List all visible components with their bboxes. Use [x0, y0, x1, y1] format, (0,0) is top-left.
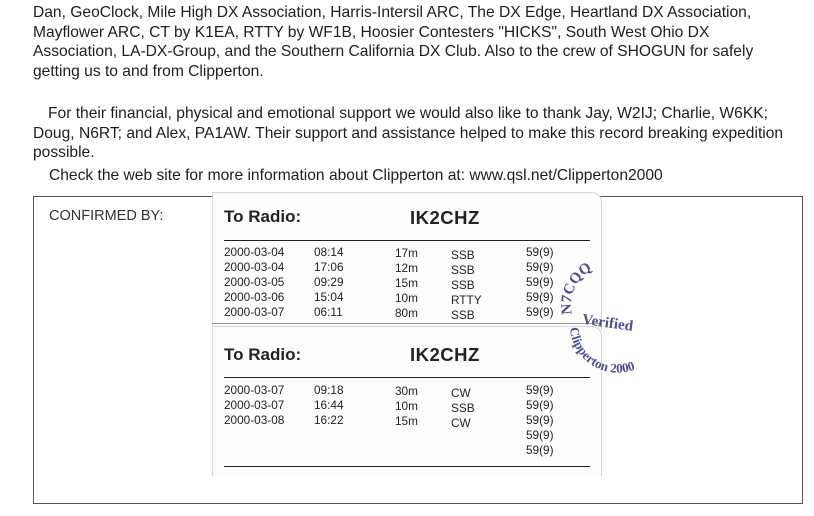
- qso-mode: SSB: [451, 308, 475, 322]
- qso-mode: CW: [451, 416, 471, 430]
- qso-time: 15:04: [314, 290, 344, 304]
- confirmed-by-label: CONFIRMED BY:: [49, 208, 164, 224]
- qso-date: 2000-03-07: [224, 398, 285, 412]
- label-1-bottom-edge: [212, 323, 602, 324]
- qso-band: 30m: [395, 384, 418, 398]
- qso-band: 10m: [395, 291, 418, 305]
- qso-mode: RTTY: [451, 293, 482, 307]
- qso-table-2-top-rule: [224, 377, 590, 378]
- qso-band: 17m: [395, 246, 418, 260]
- qso-mode: SSB: [451, 263, 475, 277]
- qso-mode: SSB: [451, 278, 475, 292]
- qso-time: 09:29: [314, 275, 344, 289]
- qso-rst: 59(9): [526, 428, 554, 442]
- acknowledgements-paragraph: Dan, GeoClock, Mile High DX Association, Harris-Intersil ARC, The DX Edge, Heartland DX Association, Mayflower ARC, CT by K1EA, RTTY by WF1B, Hoosier Contesters "HICKS", South West Ohio DX Association, LA-DX-Group, and the Southern California DX Club. Also to the crew of SHOGUN for safely getting us to and from Clipperton.: [33, 4, 754, 80]
- qso-band: 80m: [395, 306, 418, 320]
- qso-rst: 59(9): [526, 260, 554, 274]
- qso-mode: SSB: [451, 248, 475, 262]
- qso-rst: 59(9): [526, 413, 554, 427]
- qso-rst: 59(9): [526, 275, 554, 289]
- qso-time: 16:44: [314, 398, 344, 412]
- to-radio-label-1: To Radio:: [224, 207, 302, 226]
- qso-date: 2000-03-08: [224, 413, 285, 427]
- qso-band: 15m: [395, 276, 418, 290]
- qso-date: 2000-03-06: [224, 290, 285, 304]
- stamp-callsign: N7CQQ: [558, 259, 595, 316]
- qso-band: 12m: [395, 261, 418, 275]
- stamp-verified-text: Verified: [581, 311, 635, 335]
- website-paragraph: Check the web site for more information about Clipperton at: www.qsl.net/Clipperton2000: [49, 167, 663, 184]
- qso-time: 09:18: [314, 383, 344, 397]
- qso-band: 15m: [395, 414, 418, 428]
- verified-stamp: [552, 256, 682, 386]
- qso-date: 2000-03-05: [224, 275, 285, 289]
- qso-time: 17:06: [314, 260, 344, 274]
- qso-time: 08:14: [314, 245, 344, 259]
- qso-mode: CW: [451, 386, 471, 400]
- qso-date: 2000-03-04: [224, 245, 285, 259]
- qso-rst: 59(9): [526, 245, 554, 259]
- qso-band: 10m: [395, 399, 418, 413]
- callsign-2: IK2CHZ: [410, 344, 480, 365]
- qso-rst: 59(9): [526, 383, 554, 397]
- qso-table-1-top-rule: [224, 240, 590, 241]
- stamp-location-text: Clipperton 2000: [566, 326, 637, 376]
- qso-time: 16:22: [314, 413, 344, 427]
- to-radio-label-2: To Radio:: [224, 345, 302, 364]
- qso-table-2-bottom-rule: [224, 466, 590, 467]
- callsign-1: IK2CHZ: [410, 207, 480, 228]
- qso-rst: 59(9): [526, 305, 554, 319]
- qso-time: 06:11: [314, 305, 343, 319]
- qso-date: 2000-03-07: [224, 383, 285, 397]
- support-paragraph: For their financial, physical and emotional support we would also like to thank Jay, W2IJ; Charlie, W6KK; Doug, N6RT; and Alex, PA1AW. Their support and assistance helped to make this record breaking expedition possible.: [33, 105, 784, 162]
- qso-date: 2000-03-07: [224, 305, 285, 319]
- qso-date: 2000-03-04: [224, 260, 285, 274]
- qso-rst: 59(9): [526, 290, 554, 304]
- qso-mode: SSB: [451, 401, 475, 415]
- qso-rst: 59(9): [526, 443, 554, 457]
- qso-rst: 59(9): [526, 398, 554, 412]
